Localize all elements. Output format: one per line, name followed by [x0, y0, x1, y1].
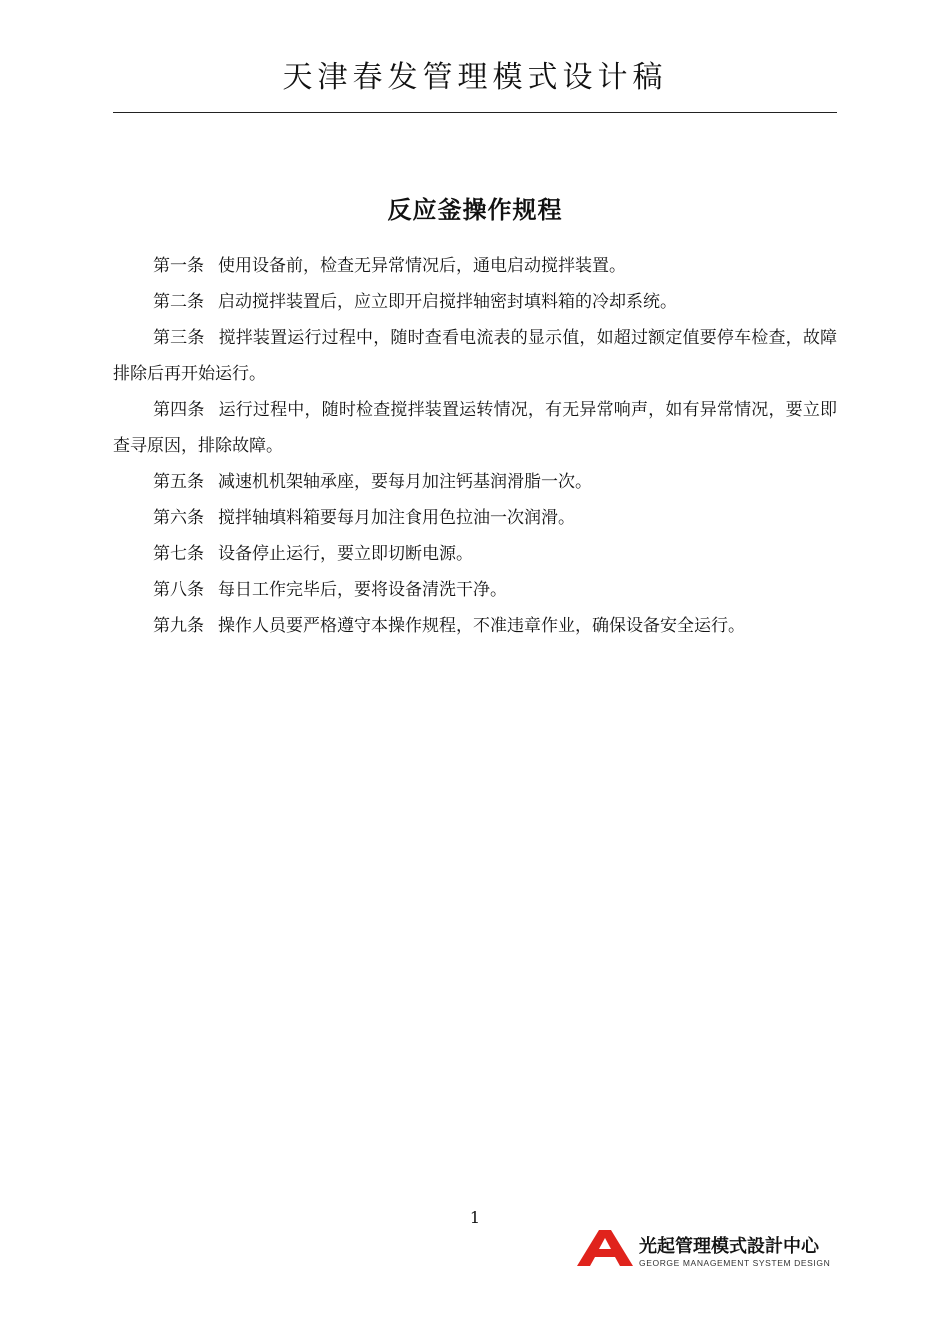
article-2	[113, 284, 837, 320]
article-9	[113, 608, 837, 644]
document-body	[113, 248, 837, 644]
article-number: 第七条	[153, 544, 204, 564]
article-text: 操作人员要严格遵守本操作规程，不准违章作业，确保设备安全运行。	[218, 616, 745, 636]
logo-english-name: GEORGE MANAGEMENT SYSTEM DESIGN	[639, 1258, 831, 1268]
article-number: 第一条	[153, 256, 204, 276]
article-text: 使用设备前，检查无异常情况后，通电启动搅拌装置。	[218, 256, 626, 276]
article-number: 第九条	[153, 616, 204, 636]
article-4	[113, 392, 837, 464]
article-number: 第五条	[153, 472, 204, 492]
article-text: 每日工作完毕后，要将设备清洗干净。	[218, 580, 507, 600]
article-text: 减速机机架轴承座，要每月加注钙基润滑脂一次。	[218, 472, 592, 492]
article-3	[113, 320, 837, 392]
article-8	[113, 572, 837, 608]
article-6	[113, 500, 837, 536]
company-logo	[575, 1228, 837, 1270]
logo-chinese-name: 光起管理模式設計中心	[639, 1236, 819, 1257]
article-number: 第二条	[153, 292, 204, 312]
article-number: 第六条	[153, 508, 204, 528]
article-text: 运行过程中，随时检查搅拌装置运转情况，有无异常响声，如有异常情况，要立即查寻原因，排除故障。	[113, 400, 838, 456]
logo-a-icon	[575, 1228, 635, 1268]
article-text: 启动搅拌装置后，应立即开启搅拌轴密封填料箱的冷却系统。	[218, 292, 677, 312]
page-number: 1	[469, 1208, 481, 1227]
article-5	[113, 464, 837, 500]
document-title: 反应釜操作规程	[387, 196, 563, 224]
article-number: 第八条	[153, 580, 204, 600]
article-1	[113, 248, 837, 284]
header-rule	[113, 112, 837, 113]
header-title: 天津春发管理模式设计稿	[282, 60, 668, 95]
article-number: 第三条	[153, 328, 205, 348]
article-text: 搅拌装置运行过程中，随时查看电流表的显示值，如超过额定值要停车检查，故障排除后再开始运行。	[113, 328, 838, 384]
article-text: 设备停止运行，要立即切断电源。	[218, 544, 473, 564]
article-text: 搅拌轴填料箱要每月加注食用色拉油一次润滑。	[218, 508, 575, 528]
article-number: 第四条	[153, 400, 205, 420]
article-7	[113, 536, 837, 572]
